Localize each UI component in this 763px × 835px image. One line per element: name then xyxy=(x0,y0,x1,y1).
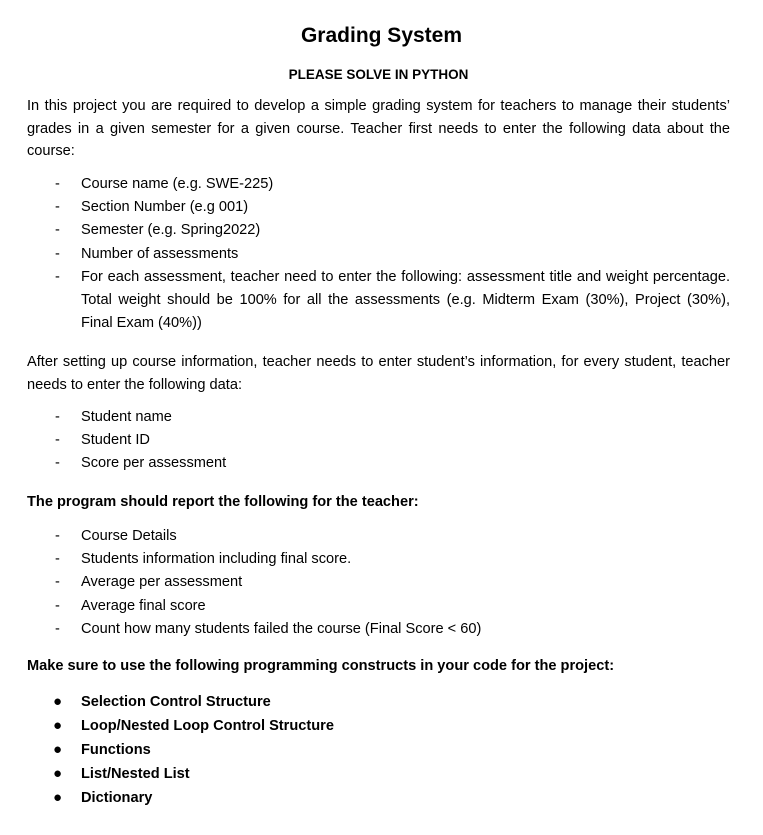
list-marker: - xyxy=(55,245,60,262)
list-item xyxy=(0,406,730,429)
list-item xyxy=(0,595,730,618)
list-item-text: Functions xyxy=(81,742,151,758)
list-marker: ● xyxy=(53,741,63,758)
list-marker: - xyxy=(55,176,60,192)
list-item-text: Semester (e.g. Spring2022) xyxy=(81,222,261,239)
list-marker: - xyxy=(55,432,60,449)
list-marker: - xyxy=(55,222,60,239)
list-item xyxy=(0,690,763,714)
list-item-text: Student name xyxy=(81,409,172,425)
list-item-text: For each assessment, teacher need to enter the following: assessment title and weight percentage. Total weight should be 100% for all the assessments (e.g. Midterm Exam (30%), Project (30%), Final Exam (40%)) xyxy=(81,268,730,332)
list-item-text: Count how many students failed the course (Final Score < 60) xyxy=(81,620,482,637)
list-marker: - xyxy=(55,409,60,425)
list-item xyxy=(0,196,730,219)
course-data-list xyxy=(0,173,763,335)
list-marker: - xyxy=(55,268,60,285)
list-item xyxy=(0,243,730,266)
list-item-text: Number of assessments xyxy=(81,245,239,262)
list-item-text: Section Number (e.g 001) xyxy=(81,199,249,216)
list-marker: - xyxy=(55,551,60,568)
list-item xyxy=(0,786,763,810)
list-item xyxy=(0,618,730,641)
intro-paragraph: In this project you are required to develop a simple grading system for teachers to manage their students’ grades in a given semester for a given course. Teacher first needs to enter the following data about the course: xyxy=(27,98,730,160)
list-item-text: Loop/Nested Loop Control Structure xyxy=(81,718,334,734)
list-item-text: Average per assessment xyxy=(81,574,243,591)
list-item xyxy=(0,219,730,242)
list-item xyxy=(0,429,730,452)
list-item xyxy=(0,452,730,475)
constructs-heading: Make sure to use the following programming constructs in your code for the project: xyxy=(27,658,615,674)
list-item xyxy=(0,173,730,196)
report-list xyxy=(0,525,763,641)
list-item-text: Course name (e.g. SWE-225) xyxy=(81,176,274,192)
list-marker: - xyxy=(55,620,60,637)
page-title: Grading System xyxy=(300,24,463,47)
list-marker: - xyxy=(55,597,60,614)
list-item-text: Students information including final score. xyxy=(81,551,352,568)
list-item-text: Average final score xyxy=(81,597,206,614)
constructs-list xyxy=(0,690,763,810)
list-marker: - xyxy=(55,455,60,472)
list-item xyxy=(0,266,730,336)
student-data-list xyxy=(0,406,763,476)
list-item xyxy=(0,525,730,548)
list-item-text: Course Details xyxy=(81,528,177,544)
list-marker: ● xyxy=(53,789,63,806)
list-item xyxy=(0,571,730,594)
list-marker: ● xyxy=(53,765,63,782)
list-item-text: Score per assessment xyxy=(81,455,227,472)
list-marker: ● xyxy=(53,717,63,734)
list-item xyxy=(0,548,730,571)
report-heading: The program should report the following for the teacher: xyxy=(27,494,419,510)
list-marker: ● xyxy=(53,693,63,710)
list-item-text: Dictionary xyxy=(81,790,153,806)
page-subtitle: PLEASE SOLVE IN PYTHON xyxy=(288,67,469,82)
list-item-text: Student ID xyxy=(81,432,150,449)
list-marker: - xyxy=(55,199,60,216)
list-marker: - xyxy=(55,528,60,544)
list-item-text: Selection Control Structure xyxy=(81,694,271,710)
list-item xyxy=(0,738,763,762)
list-item xyxy=(0,714,763,738)
list-item-text: List/Nested List xyxy=(81,766,190,782)
list-item xyxy=(0,762,763,786)
student-paragraph: After setting up course information, teacher needs to enter student’s information, for every student, teacher needs to enter the following data: xyxy=(27,354,730,393)
list-marker: - xyxy=(55,574,60,591)
